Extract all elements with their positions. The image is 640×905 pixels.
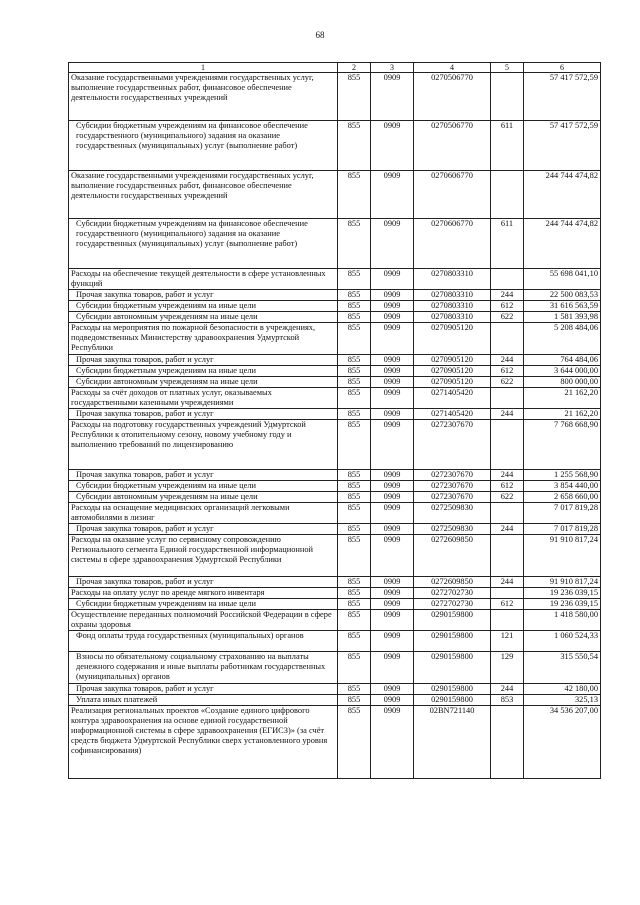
row-code-col4: 0270803310 — [414, 269, 491, 290]
row-code-col4: 0290159800 — [414, 652, 491, 684]
row-amount: 55 698 041,10 — [524, 269, 601, 290]
row-code-col4: 0272307670 — [414, 420, 491, 470]
table-row — [69, 290, 601, 301]
row-code-col4: 0270803310 — [414, 312, 491, 323]
row-amount: 315 550,54 — [524, 652, 601, 684]
table-row — [69, 121, 601, 171]
table-row — [69, 73, 601, 121]
row-code-col5: 612 — [491, 366, 524, 377]
row-amount: 34 536 207,00 — [524, 706, 601, 779]
row-code-col5 — [491, 706, 524, 779]
table-row — [69, 409, 601, 420]
row-code-col2: 855 — [338, 355, 371, 366]
row-code-col2: 855 — [338, 706, 371, 779]
header-col-5: 5 — [491, 63, 524, 73]
header-col-2: 2 — [338, 63, 371, 73]
row-code-col3: 0909 — [371, 323, 414, 355]
row-code-col3: 0909 — [371, 631, 414, 652]
page-number: 68 — [315, 30, 325, 40]
row-description: Расходы на оснащение медицинских организаций легковыми автомобилями в лизинг — [69, 503, 338, 524]
table-row — [69, 588, 601, 599]
table-row — [69, 599, 601, 610]
row-description: Прочая закупка товаров, работ и услуг — [69, 290, 338, 301]
row-code-col3: 0909 — [371, 695, 414, 706]
row-code-col3: 0909 — [371, 610, 414, 631]
row-description: Расходы на оказание услуг по сервисному сопровождению Регионального сегмента Единой государственной информационной системы в сфере здравоохранения Удмуртской Республики — [69, 535, 338, 577]
header-col-6: 6 — [524, 63, 601, 73]
table-row — [69, 269, 601, 290]
row-amount: 2 658 660,00 — [524, 492, 601, 503]
row-code-col2: 855 — [338, 684, 371, 695]
row-code-col2: 855 — [338, 312, 371, 323]
row-amount: 1 581 393,98 — [524, 312, 601, 323]
row-code-col2: 855 — [338, 599, 371, 610]
row-code-col3: 0909 — [371, 599, 414, 610]
row-code-col3: 0909 — [371, 377, 414, 388]
table-row — [69, 171, 601, 219]
row-amount: 1 418 580,00 — [524, 610, 601, 631]
row-code-col5 — [491, 171, 524, 219]
row-code-col3: 0909 — [371, 355, 414, 366]
table-row — [69, 503, 601, 524]
row-description: Оказание государственными учреждениями государственных услуг, выполнение государственных работ, финансовое обеспечение деятельности государственных учреждений — [69, 73, 338, 121]
row-description: Оказание государственными учреждениями государственных услуг, выполнение государственных работ, финансовое обеспечение деятельности государственных учреждений — [69, 171, 338, 219]
table-row — [69, 706, 601, 779]
row-code-col4: 0290159800 — [414, 631, 491, 652]
table-row — [69, 219, 601, 269]
row-code-col5: 244 — [491, 409, 524, 420]
table-row — [69, 481, 601, 492]
row-code-col4: 0270506770 — [414, 121, 491, 171]
row-description: Прочая закупка товаров, работ и услуг — [69, 684, 338, 695]
row-amount: 5 208 484,06 — [524, 323, 601, 355]
row-code-col2: 855 — [338, 588, 371, 599]
row-description: Расходы на подготовку государственных учреждений Удмуртской Республики к отопительному сезону, новому учебному году и выполнению требований по лицензированию — [69, 420, 338, 470]
row-description: Расходы на мероприятия по пожарной безопасности в учреждениях, подведомственных Министерству здравоохранения Удмуртской Республики — [69, 323, 338, 355]
row-description: Субсидии автономным учреждениям на иные цели — [69, 312, 338, 323]
row-code-col3: 0909 — [371, 684, 414, 695]
row-code-col5: 244 — [491, 470, 524, 481]
row-code-col3: 0909 — [371, 535, 414, 577]
row-amount: 325,13 — [524, 695, 601, 706]
row-amount: 7 017 819,28 — [524, 503, 601, 524]
header-col-1: 1 — [69, 63, 338, 73]
row-code-col2: 855 — [338, 470, 371, 481]
table-row — [69, 355, 601, 366]
row-code-col5: 612 — [491, 481, 524, 492]
row-amount: 1 060 524,33 — [524, 631, 601, 652]
row-code-col3: 0909 — [371, 706, 414, 779]
row-code-col5: 244 — [491, 524, 524, 535]
table-row — [69, 377, 601, 388]
row-code-col2: 855 — [338, 524, 371, 535]
row-code-col2: 855 — [338, 290, 371, 301]
row-code-col4: 0270905120 — [414, 323, 491, 355]
row-amount: 42 180,00 — [524, 684, 601, 695]
row-amount: 57 417 572,59 — [524, 73, 601, 121]
row-code-col4: 0270905120 — [414, 355, 491, 366]
header-col-4: 4 — [414, 63, 491, 73]
row-code-col3: 0909 — [371, 290, 414, 301]
row-code-col3: 0909 — [371, 588, 414, 599]
table-row — [69, 695, 601, 706]
row-description: Реализация региональных проектов «Создание единого цифрового контура здравоохранения на основе единой государственной информационной системы в сфере здравоохранения (ЕГИСЗ)» (за счёт средств бюджета Удмуртской Республики сверх установленного уровня софинансирования) — [69, 706, 338, 779]
row-code-col3: 0909 — [371, 301, 414, 312]
row-code-col3: 0909 — [371, 470, 414, 481]
table-row — [69, 492, 601, 503]
row-amount: 91 910 817,24 — [524, 577, 601, 588]
row-code-col4: 0290159800 — [414, 695, 491, 706]
row-description: Субсидии автономным учреждениям на иные цели — [69, 377, 338, 388]
row-code-col5: 244 — [491, 355, 524, 366]
row-description: Прочая закупка товаров, работ и услуг — [69, 470, 338, 481]
row-code-col3: 0909 — [371, 171, 414, 219]
row-amount: 7 017 819,28 — [524, 524, 601, 535]
row-description: Субсидии бюджетным учреждениям на иные цели — [69, 301, 338, 312]
row-amount: 1 255 568,90 — [524, 470, 601, 481]
row-code-col4: 0272702730 — [414, 588, 491, 599]
row-code-col5: 622 — [491, 492, 524, 503]
row-code-col3: 0909 — [371, 420, 414, 470]
row-code-col4: 0290159800 — [414, 610, 491, 631]
table-row — [69, 366, 601, 377]
row-amount: 244 744 474,82 — [524, 219, 601, 269]
row-code-col4: 0272609850 — [414, 535, 491, 577]
row-code-col2: 855 — [338, 409, 371, 420]
row-code-col5 — [491, 269, 524, 290]
row-description: Расходы за счёт доходов от платных услуг, оказываемых государственными казенными учреждениями — [69, 388, 338, 409]
row-code-col5: 121 — [491, 631, 524, 652]
row-amount: 764 484,06 — [524, 355, 601, 366]
row-code-col4: 0290159800 — [414, 684, 491, 695]
row-code-col2: 855 — [338, 492, 371, 503]
row-description: Взносы по обязательному социальному страхованию на выплаты денежного содержания и иные выплаты работникам государственных (муниципальных) органов — [69, 652, 338, 684]
table-row — [69, 323, 601, 355]
row-description: Субсидии автономным учреждениям на иные цели — [69, 492, 338, 503]
row-code-col2: 855 — [338, 420, 371, 470]
row-code-col3: 0909 — [371, 503, 414, 524]
row-code-col5 — [491, 323, 524, 355]
row-code-col5: 622 — [491, 312, 524, 323]
row-code-col4: 0270506770 — [414, 73, 491, 121]
row-amount: 3 854 440,00 — [524, 481, 601, 492]
row-code-col5: 244 — [491, 684, 524, 695]
row-code-col3: 0909 — [371, 73, 414, 121]
row-code-col2: 855 — [338, 631, 371, 652]
table-row — [69, 470, 601, 481]
row-code-col4: 0270905120 — [414, 377, 491, 388]
table-row — [69, 652, 601, 684]
row-amount: 21 162,20 — [524, 409, 601, 420]
row-code-col4: 02ВN721140 — [414, 706, 491, 779]
table-body — [69, 73, 601, 779]
table-row — [69, 301, 601, 312]
row-code-col2: 855 — [338, 73, 371, 121]
table-row — [69, 524, 601, 535]
row-code-col4: 0272509830 — [414, 503, 491, 524]
row-code-col5: 612 — [491, 301, 524, 312]
row-code-col3: 0909 — [371, 366, 414, 377]
row-code-col2: 855 — [338, 121, 371, 171]
table-row — [69, 388, 601, 409]
row-code-col2: 855 — [338, 366, 371, 377]
table-row — [69, 577, 601, 588]
row-code-col5 — [491, 388, 524, 409]
row-code-col4: 0272609850 — [414, 577, 491, 588]
row-code-col3: 0909 — [371, 219, 414, 269]
row-code-col5: 244 — [491, 290, 524, 301]
row-amount: 91 910 817,24 — [524, 535, 601, 577]
row-code-col4: 0272307670 — [414, 492, 491, 503]
row-code-col4: 0270606770 — [414, 171, 491, 219]
row-code-col5: 622 — [491, 377, 524, 388]
row-code-col5: 129 — [491, 652, 524, 684]
row-code-col3: 0909 — [371, 312, 414, 323]
header-row — [69, 63, 601, 73]
row-code-col5 — [491, 588, 524, 599]
row-description: Субсидии бюджетным учреждениям на финансовое обеспечение государственного (муниципального) задания на оказание государственных (муниципальных) услуг (выполнение работ) — [69, 219, 338, 269]
row-amount: 21 162,20 — [524, 388, 601, 409]
row-code-col2: 855 — [338, 481, 371, 492]
row-amount: 800 000,00 — [524, 377, 601, 388]
budget-table — [68, 62, 601, 779]
row-code-col5: 611 — [491, 121, 524, 171]
row-code-col2: 855 — [338, 652, 371, 684]
row-code-col4: 0270803310 — [414, 290, 491, 301]
row-code-col4: 0272702730 — [414, 599, 491, 610]
row-code-col3: 0909 — [371, 409, 414, 420]
row-code-col5 — [491, 420, 524, 470]
table-row — [69, 535, 601, 577]
row-code-col4: 0272509830 — [414, 524, 491, 535]
row-code-col4: 0271405420 — [414, 409, 491, 420]
row-code-col4: 0270803310 — [414, 301, 491, 312]
row-code-col2: 855 — [338, 269, 371, 290]
row-code-col4: 0272307670 — [414, 470, 491, 481]
row-description: Уплата иных платежей — [69, 695, 338, 706]
row-code-col3: 0909 — [371, 652, 414, 684]
row-code-col2: 855 — [338, 610, 371, 631]
row-code-col2: 855 — [338, 577, 371, 588]
row-code-col3: 0909 — [371, 388, 414, 409]
row-code-col5 — [491, 535, 524, 577]
row-amount: 7 768 668,90 — [524, 420, 601, 470]
row-description: Прочая закупка товаров, работ и услуг — [69, 409, 338, 420]
row-code-col5 — [491, 73, 524, 121]
row-code-col5 — [491, 503, 524, 524]
row-description: Расходы на обеспечение текущей деятельности в сфере установленных функций — [69, 269, 338, 290]
row-description: Субсидии бюджетным учреждениям на иные цели — [69, 481, 338, 492]
row-code-col2: 855 — [338, 388, 371, 409]
row-description: Прочая закупка товаров, работ и услуг — [69, 524, 338, 535]
row-description: Прочая закупка товаров, работ и услуг — [69, 355, 338, 366]
row-code-col2: 855 — [338, 323, 371, 355]
row-amount: 19 236 039,15 — [524, 599, 601, 610]
header-col-3: 3 — [371, 63, 414, 73]
row-description: Расходы на оплату услуг по аренде мягкого инвентаря — [69, 588, 338, 599]
table-row — [69, 420, 601, 470]
row-amount: 244 744 474,82 — [524, 171, 601, 219]
row-code-col3: 0909 — [371, 492, 414, 503]
row-code-col3: 0909 — [371, 481, 414, 492]
table-row — [69, 312, 601, 323]
row-description: Осуществление переданных полномочий Российской Федерации в сфере охраны здоровья — [69, 610, 338, 631]
row-amount: 57 417 572,59 — [524, 121, 601, 171]
row-description: Субсидии бюджетным учреждениям на иные цели — [69, 599, 338, 610]
table-row — [69, 684, 601, 695]
row-code-col5: 244 — [491, 577, 524, 588]
row-code-col3: 0909 — [371, 121, 414, 171]
row-code-col5: 853 — [491, 695, 524, 706]
row-description: Субсидии бюджетным учреждениям на финансовое обеспечение государственного (муниципального) задания на оказание государственных (муниципальных) услуг (выполнение работ) — [69, 121, 338, 171]
row-amount: 3 644 000,00 — [524, 366, 601, 377]
table-row — [69, 631, 601, 652]
row-code-col5 — [491, 610, 524, 631]
row-amount: 31 616 563,59 — [524, 301, 601, 312]
row-code-col2: 855 — [338, 301, 371, 312]
row-code-col2: 855 — [338, 535, 371, 577]
table-row — [69, 610, 601, 631]
row-code-col4: 0270905120 — [414, 366, 491, 377]
row-description: Субсидии бюджетным учреждениям на иные цели — [69, 366, 338, 377]
row-code-col4: 0271405420 — [414, 388, 491, 409]
row-code-col3: 0909 — [371, 269, 414, 290]
row-code-col3: 0909 — [371, 577, 414, 588]
row-code-col3: 0909 — [371, 524, 414, 535]
row-code-col5: 611 — [491, 219, 524, 269]
row-code-col4: 0270606770 — [414, 219, 491, 269]
row-code-col2: 855 — [338, 695, 371, 706]
row-description: Прочая закупка товаров, работ и услуг — [69, 577, 338, 588]
row-code-col2: 855 — [338, 377, 371, 388]
row-code-col2: 855 — [338, 171, 371, 219]
row-amount: 22 500 083,53 — [524, 290, 601, 301]
row-code-col2: 855 — [338, 219, 371, 269]
row-amount: 19 236 039,15 — [524, 588, 601, 599]
row-description: Фонд оплаты труда государственных (муниципальных) органов — [69, 631, 338, 652]
row-code-col4: 0272307670 — [414, 481, 491, 492]
row-code-col5: 612 — [491, 599, 524, 610]
row-code-col2: 855 — [338, 503, 371, 524]
